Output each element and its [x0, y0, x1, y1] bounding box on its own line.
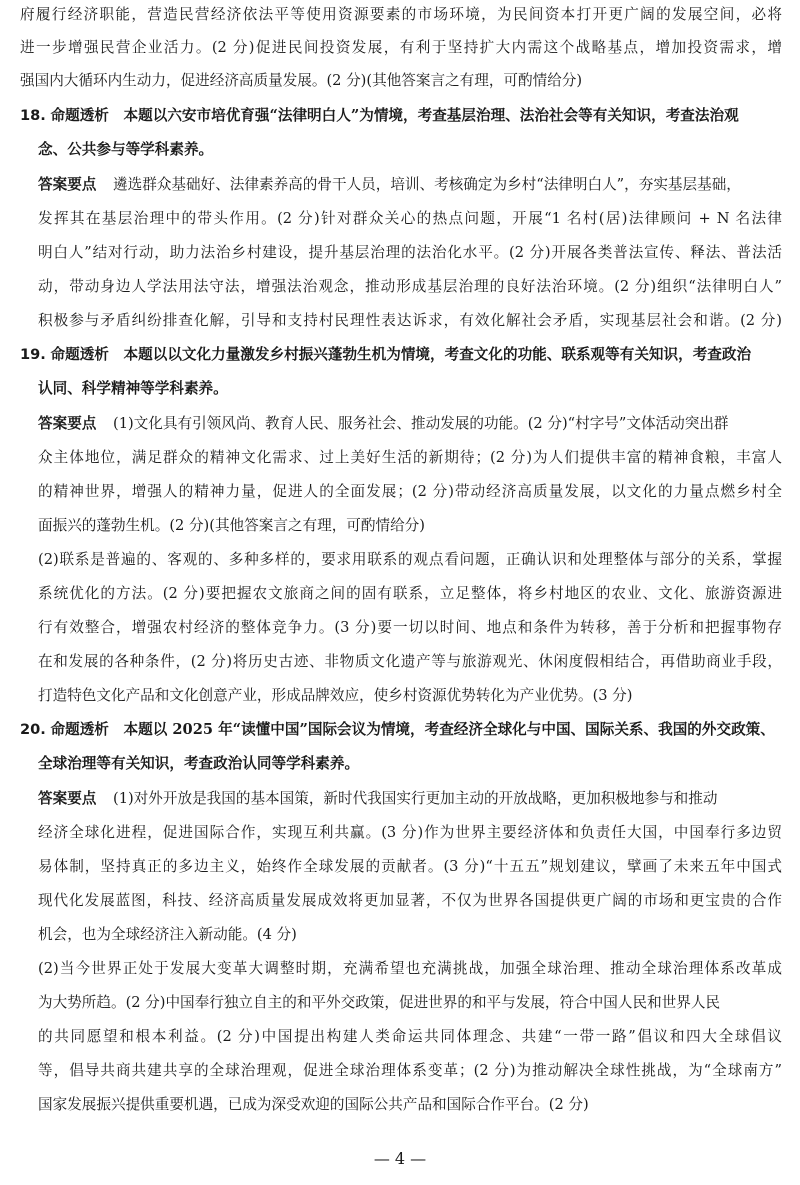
q20-analysis-line-2: 全球治理等有关知识，考查政治认同等学科素养。: [38, 755, 360, 772]
q19-answer-label: 答案要点: [38, 415, 97, 432]
q20-answer-line-3: 易体制，坚持真正的多边主义，始终作全球发展的贡献者。(3 分)“十五五”规划建议，擘画了未来五年中国式: [38, 858, 782, 875]
q18-answer-line-2: 发挥其在基层治理中的带头作用。(2 分)针对群众关心的热点问题，开展“1 名村(居)法律顾问 + N 名法律: [38, 210, 782, 227]
q19-analysis-line-1: [20, 345, 782, 365]
q20-analysis-label: 命题透析: [50, 721, 109, 738]
q19-analysis-line-2: 认同、科学精神等学科素养。: [38, 380, 228, 397]
q19-answer-line-1: [38, 414, 782, 434]
q20-analysis-text-1: 本题以 2025 年“读懂中国”国际会议为情境，考查经济全球化与中国、国际关系、我国的外交政策、: [123, 721, 775, 738]
q18-answer-line-1: [38, 175, 782, 195]
q20-answer-line-4: 现代化发展蓝图，科技、经济高质量发展成效将更加显著，不仅为世界各国提供更广阔的市场和更宝贵的合作: [38, 892, 782, 909]
q19-analysis-label: 命题透析: [50, 346, 109, 363]
q19-answer-line-2: 众主体地位，满足群众的精神文化需求、过上美好生活的新期待；(2 分)为人们提供丰富的精神食粮，丰富人: [38, 449, 782, 466]
q20-answer-label: 答案要点: [38, 790, 97, 807]
q19-part2-line-2: 系统优化的方法。(2 分)要把握农文旅商之间的固有联系，立足整体，将乡村地区的农业、文化、旅游资源进: [38, 585, 782, 602]
q20-part2-line-2: 为大势所趋。(2 分)中国奉行独立自主的和平外交政策，促进世界的和平与发展，符合中国人民和世界人民: [38, 994, 721, 1011]
q18-answer-label: 答案要点: [38, 176, 97, 193]
q18-answer-line-4: 动，带动身边人学法用法守法，增强法治观念，推动形成基层治理的良好法治环境。(2 分)组织“法律明白人”: [38, 278, 782, 295]
q20-part2-line-3: 的共同愿望和根本利益。(2 分)中国提出构建人类命运共同体理念、共建“一带一路”倡议和四大全球倡议: [38, 1028, 782, 1045]
q19-part2-line-4: 在和发展的各种条件，(2 分)将历史古迹、非物质文化遗产等与旅游观光、休闲度假相结合，再借助商业手段，: [38, 653, 782, 670]
continuation-line-3: 强国内大循环内生动力，促进经济高质量发展。(2 分)(其他答案言之有理，可酌情给分): [20, 72, 583, 89]
q20-number: 20.: [20, 721, 46, 738]
q20-part2-line-4: 等，倡导共商共建共享的全球治理观，促进全球治理体系变革；(2 分)为推动解决全球性挑战，为“全球南方”: [38, 1062, 782, 1079]
q19-part2-line-5: 打造特色文化产品和文化创意产业，形成品牌效应，使乡村资源优势转化为产业优势。(3 分): [38, 687, 633, 704]
q19-part2-line-3: 行有效整合，增强农村经济的整体竞争力。(3 分)要一切以时间、地点和条件为转移，善于分析和把握事物存: [38, 619, 782, 636]
continuation-line-2: 进一步增强民营企业活力。(2 分)促进民间投资发展，有利于坚持扩大内需这个战略基点，增加投资需求，增: [20, 39, 782, 56]
q20-part2-line-1: (2)当今世界正处于发展大变革大调整时期，充满希望也充满挑战，加强全球治理、推动全球治理体系改革成: [38, 960, 782, 977]
q19-answer-line-4: 面振兴的蓬勃生机。(2 分)(其他答案言之有理，可酌情给分): [38, 517, 425, 534]
q18-number: 18.: [20, 107, 46, 124]
q18-analysis-label: 命题透析: [50, 107, 109, 124]
q19-part2-line-1: (2)联系是普遍的、客观的、多种多样的，要求用联系的观点看问题，正确认识和处理整体与部分的关系，掌握: [38, 551, 782, 568]
q18-answer-line-3: 明白人”结对行动，助力法治乡村建设，提升基层治理的法治化水平。(2 分)开展各类普法宣传、释法、普法活: [38, 244, 782, 261]
q19-number: 19.: [20, 346, 46, 363]
q20-answer-text-1: (1)对外开放是我国的基本国策，新时代我国实行更加主动的开放战略，更加积极地参与和推动: [113, 790, 718, 807]
q18-answer-line-5: 积极参与矛盾纠纷排查化解，引导和支持村民理性表达诉求，有效化解社会矛盾，实现基层社会和谐。(2 分): [38, 312, 782, 329]
q19-answer-line-3: 的精神世界，增强人的精神力量，促进人的全面发展；(2 分)带动经济高质量发展，以文化的力量点燃乡村全: [38, 483, 782, 500]
q18-analysis-line-1: [20, 106, 782, 126]
q20-analysis-line-1: [20, 720, 782, 740]
page-number: — 4 —: [373, 1149, 427, 1168]
q19-analysis-text-1: 本题以以文化力量激发乡村振兴蓬勃生机为情境，考查文化的功能、联系观等有关知识，考查政治: [123, 346, 752, 363]
continuation-line-1: 府履行经济职能，营造民营经济依法平等使用资源要素的市场环境，为民间资本打开更广阔的发展空间，必将: [20, 6, 782, 23]
q18-analysis-line-2: 念、公共参与等学科素养。: [38, 141, 214, 158]
q20-answer-line-5: 机会，也为全球经济注入新动能。(4 分): [38, 926, 297, 943]
q20-answer-line-2: 经济全球化进程，促进国际合作，实现互利共赢。(3 分)作为世界主要经济体和负责任大国，中国奉行多边贸: [38, 824, 782, 841]
q18-answer-text-1: 遴选群众基础好、法律素养高的骨干人员，培训、考核确定为乡村“法律明白人”，夯实基层基础，: [113, 176, 741, 193]
q19-answer-text-1: (1)文化具有引领风尚、教育人民、服务社会、推动发展的功能。(2 分)“村字号”文体活动突出群: [113, 415, 729, 432]
q20-answer-line-1: [38, 789, 782, 809]
q20-part2-line-5: 国家发展振兴提供重要机遇，已成为深受欢迎的国际公共产品和国际合作平台。(2 分): [38, 1096, 589, 1113]
q18-analysis-text-1: 本题以六安市培优育强“法律明白人”为情境，考查基层治理、法治社会等有关知识，考查法治观: [123, 107, 739, 124]
